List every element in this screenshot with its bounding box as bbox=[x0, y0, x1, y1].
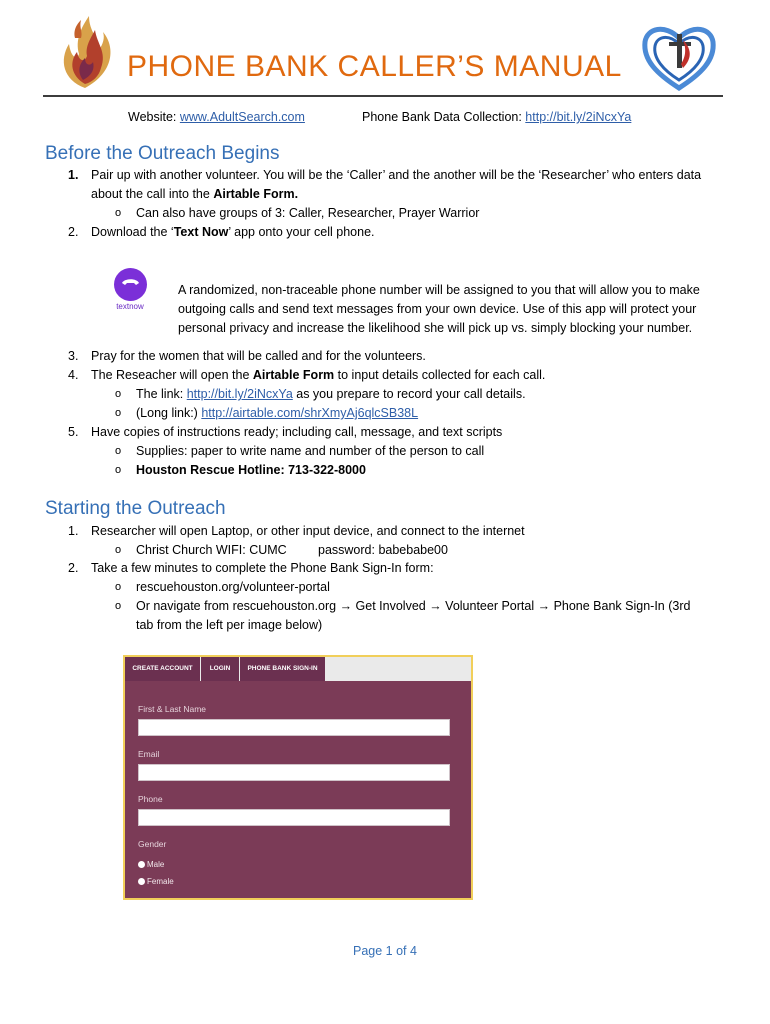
list-subitem: Or navigate from rescuehouston.org → Get Involved → Volunteer Portal → Phone Bank Sign-In (3rd bbox=[136, 599, 691, 613]
form-input-email bbox=[138, 764, 450, 781]
bullet-o: o bbox=[115, 445, 122, 457]
list-item-text: Take a few minutes to complete the Phone Bank Sign-In form: bbox=[91, 561, 434, 575]
text-span: ’ app onto your cell phone. bbox=[228, 225, 375, 239]
text-span: Download the ‘ bbox=[91, 225, 174, 239]
section-heading-starting: Starting the Outreach bbox=[45, 498, 226, 519]
textnow-app-icon bbox=[111, 268, 149, 316]
collection-link[interactable]: http://bit.ly/2iNcxYa bbox=[525, 110, 632, 124]
text-span: about the call into the bbox=[91, 187, 214, 201]
bullet-o: o bbox=[115, 544, 122, 556]
collection-label: Phone Bank Data Collection: bbox=[362, 110, 526, 124]
page-title: PHONE BANK CALLER’S MANUAL bbox=[127, 50, 622, 83]
bullet-o: o bbox=[115, 581, 122, 593]
list-number: 2. bbox=[68, 225, 79, 239]
collection-line bbox=[362, 110, 631, 124]
bullet-o: o bbox=[115, 207, 122, 219]
form-label-email: Email bbox=[138, 749, 160, 759]
form-label-gender: Gender bbox=[138, 839, 167, 849]
list-number: 2. bbox=[68, 561, 79, 575]
list-number: 4. bbox=[68, 368, 79, 382]
list-subitem bbox=[136, 387, 526, 402]
radio-circle-icon bbox=[138, 878, 145, 885]
app-description-line: A randomized, non-traceable phone number will be assigned to you that will allow you to make bbox=[178, 283, 700, 297]
airtable-form-bold: Airtable Form. bbox=[213, 187, 299, 201]
short-link[interactable]: http://bit.ly/2iNcxYa bbox=[186, 387, 293, 401]
list-item-text: Researcher will open Laptop, or other input device, and connect to the internet bbox=[91, 524, 525, 538]
long-link[interactable]: http://airtable.com/shrXmyAj6qlcSB38L bbox=[201, 406, 419, 420]
airtable-form-bold: Airtable Form bbox=[252, 368, 335, 382]
form-tab-bar bbox=[125, 657, 471, 681]
list-subitem: rescuehouston.org/volunteer-portal bbox=[136, 580, 330, 594]
list-item-text: Pray for the women that will be called and for the volunteers. bbox=[91, 349, 426, 363]
heart-cross-logo bbox=[637, 18, 722, 94]
radio-label: Male bbox=[147, 860, 165, 869]
flame-logo bbox=[55, 10, 117, 90]
radio-male bbox=[138, 860, 164, 869]
textnow-bold: Text Now bbox=[173, 225, 229, 239]
app-description-line: outgoing calls and send text messages from your own device. Use of this app will protect your bbox=[178, 302, 697, 316]
text-span: (Long link:) bbox=[136, 406, 202, 420]
list-number: 1. bbox=[68, 524, 79, 538]
website-line bbox=[128, 110, 305, 124]
list-item-text bbox=[91, 187, 298, 202]
bullet-o: o bbox=[115, 388, 122, 400]
list-subitem bbox=[136, 406, 418, 421]
wifi-name: Christ Church WIFI: CUMC bbox=[136, 543, 287, 557]
text-span: The Reseacher will open the bbox=[91, 368, 253, 382]
tab-phone-bank-sign-in: PHONE BANK SIGN-IN bbox=[240, 657, 325, 681]
bullet-o: o bbox=[115, 464, 122, 476]
radio-circle-icon bbox=[138, 861, 145, 868]
list-subitem: Supplies: paper to write name and number of the person to call bbox=[136, 444, 485, 458]
text-span: to input details collected for each call. bbox=[334, 368, 546, 382]
list-number: 3. bbox=[68, 349, 79, 363]
title-divider bbox=[43, 95, 723, 97]
list-item-text: Pair up with another volunteer. You will be the ‘Caller’ and the another will be the ‘Researcher’ who enters data bbox=[91, 168, 702, 182]
list-item-text bbox=[91, 368, 545, 383]
website-link[interactable]: www.AdultSearch.com bbox=[179, 110, 305, 124]
tab-create-account: CREATE ACCOUNT bbox=[125, 657, 200, 681]
page-number: Page 1 of 4 bbox=[353, 944, 417, 958]
tab-login: LOGIN bbox=[201, 657, 239, 681]
app-description-line: personal privacy and increase the likelihood she will pick up vs. simply blocking your number. bbox=[178, 321, 693, 335]
text-span: as you prepare to record your call details. bbox=[292, 387, 526, 401]
list-item-text: Have copies of instructions ready; including call, message, and text scripts bbox=[91, 425, 503, 439]
radio-female bbox=[138, 877, 174, 886]
wifi-password: password: babebabe00 bbox=[318, 543, 448, 557]
hotline-text: Houston Rescue Hotline: 713-322-8000 bbox=[136, 463, 366, 477]
textnow-logo-text: textnow bbox=[116, 302, 144, 311]
text-span: The link: bbox=[136, 387, 187, 401]
list-subitem: Can also have groups of 3: Caller, Researcher, Prayer Warrior bbox=[136, 206, 480, 220]
form-input-phone bbox=[138, 809, 450, 826]
form-label-name: First & Last Name bbox=[138, 704, 207, 714]
list-number: 1. bbox=[68, 168, 79, 182]
signin-form-image bbox=[123, 655, 473, 900]
bullet-o: o bbox=[115, 600, 122, 612]
radio-label: Female bbox=[147, 877, 174, 886]
form-input-name bbox=[138, 719, 450, 736]
website-label: Website: bbox=[128, 110, 180, 124]
bullet-o: o bbox=[115, 407, 122, 419]
list-subitem: tab from the left per image below) bbox=[136, 618, 323, 632]
list-item-text bbox=[91, 225, 375, 240]
list-number: 5. bbox=[68, 425, 79, 439]
form-label-phone: Phone bbox=[138, 794, 163, 804]
section-heading-before: Before the Outreach Begins bbox=[45, 143, 280, 164]
textnow-circle-icon bbox=[114, 268, 147, 301]
